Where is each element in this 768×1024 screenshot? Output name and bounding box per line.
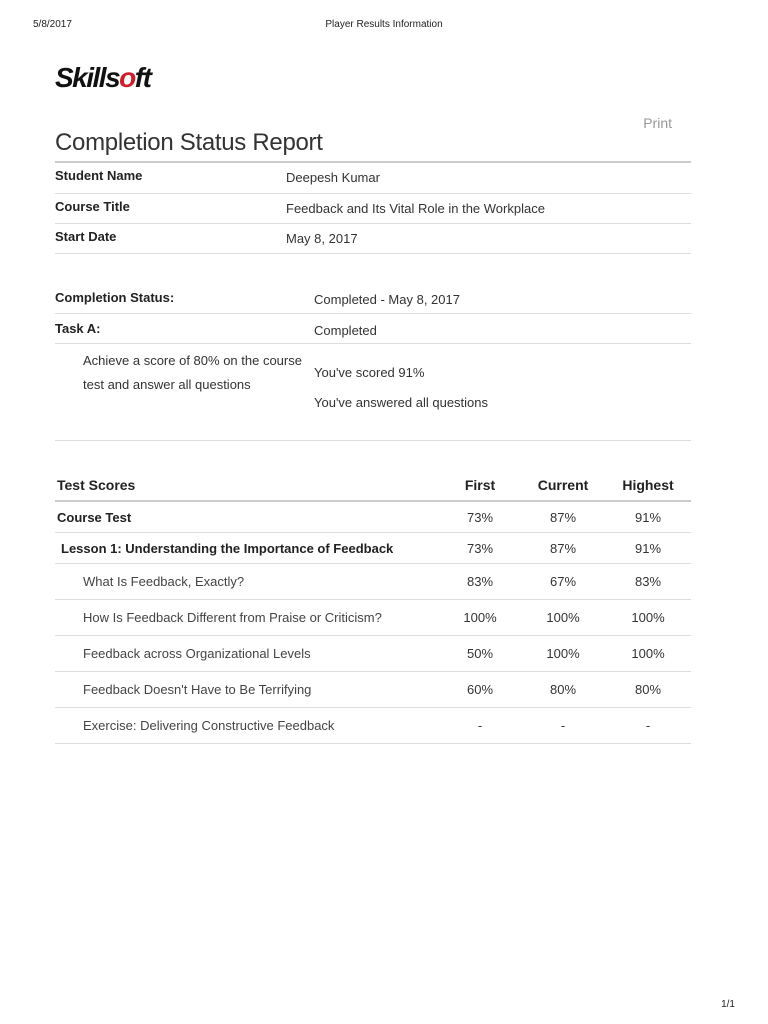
- print-link[interactable]: Print: [643, 115, 672, 131]
- print-title: Player Results Information: [325, 19, 443, 30]
- completion-status-label: Completion Status:: [55, 283, 314, 313]
- requirement-results: [314, 343, 691, 440]
- score-current: 100%: [521, 600, 605, 636]
- score-current: 87%: [521, 533, 605, 564]
- info-row-start-date: [55, 223, 691, 253]
- score-row-course-test: [55, 501, 691, 533]
- print-header: [0, 19, 768, 33]
- header-current: Current: [521, 470, 605, 501]
- score-row-topic: [55, 672, 691, 708]
- score-name: Exercise: Delivering Constructive Feedback: [55, 708, 439, 744]
- score-first: 83%: [439, 564, 521, 600]
- test-scores-table: [55, 470, 691, 744]
- info-value: May 8, 2017: [286, 223, 691, 253]
- info-label: Course Title: [55, 193, 286, 223]
- score-highest: 91%: [605, 533, 691, 564]
- score-first: 60%: [439, 672, 521, 708]
- logo-text-end: ft: [134, 62, 151, 93]
- task-row: [55, 313, 691, 343]
- requirement-text: Achieve a score of 80% on the course test and answer all questions: [55, 343, 314, 440]
- score-row-topic: [55, 564, 691, 600]
- info-label: Student Name: [55, 163, 286, 193]
- score-name: Lesson 1: Understanding the Importance of Feedback: [55, 533, 439, 564]
- score-name: Feedback across Organizational Levels: [55, 636, 439, 672]
- result-score: You've scored 91%: [314, 364, 425, 380]
- score-row-exercise: [55, 708, 691, 744]
- score-current: 67%: [521, 564, 605, 600]
- completion-status-value: Completed - May 8, 2017: [314, 283, 691, 313]
- score-name: Feedback Doesn't Have to Be Terrifying: [55, 672, 439, 708]
- score-highest: 80%: [605, 672, 691, 708]
- result-answers: You've answered all questions: [314, 394, 489, 410]
- score-name: Course Test: [55, 501, 439, 533]
- requirement-row: [55, 343, 691, 440]
- skillsoft-logo: [55, 62, 150, 94]
- logo-o: o: [119, 62, 135, 93]
- score-name: What Is Feedback, Exactly?: [55, 564, 439, 600]
- header-test-scores: Test Scores: [55, 470, 439, 501]
- page-number: 1/1: [721, 999, 735, 1010]
- header-first: First: [439, 470, 521, 501]
- score-first: 73%: [439, 501, 521, 533]
- score-highest: 100%: [605, 600, 691, 636]
- score-row-lesson: [55, 533, 691, 564]
- completion-status-row: [55, 283, 691, 313]
- score-row-topic: [55, 636, 691, 672]
- score-first: 50%: [439, 636, 521, 672]
- completion-table: [55, 283, 691, 441]
- info-label: Start Date: [55, 223, 286, 253]
- score-current: 80%: [521, 672, 605, 708]
- score-highest: -: [605, 708, 691, 744]
- score-first: 73%: [439, 533, 521, 564]
- task-label: Task A:: [55, 313, 314, 343]
- score-highest: 83%: [605, 564, 691, 600]
- score-current: 100%: [521, 636, 605, 672]
- logo-text-start: Skills: [55, 62, 120, 93]
- student-info-table: [55, 163, 691, 254]
- task-value: Completed: [314, 313, 691, 343]
- score-first: 100%: [439, 600, 521, 636]
- info-row-course-title: [55, 193, 691, 223]
- info-value: Deepesh Kumar: [286, 163, 691, 193]
- report-title: Completion Status Report: [55, 129, 323, 156]
- score-row-topic: [55, 600, 691, 636]
- header-highest: Highest: [605, 470, 691, 501]
- info-row-student-name: [55, 163, 691, 193]
- score-highest: 91%: [605, 501, 691, 533]
- score-first: -: [439, 708, 521, 744]
- score-name: How Is Feedback Different from Praise or Criticism?: [55, 600, 439, 636]
- test-scores-header-row: [55, 470, 691, 501]
- print-date: 5/8/2017: [33, 19, 72, 30]
- info-value: Feedback and Its Vital Role in the Workplace: [286, 193, 691, 223]
- score-current: -: [521, 708, 605, 744]
- score-current: 87%: [521, 501, 605, 533]
- score-highest: 100%: [605, 636, 691, 672]
